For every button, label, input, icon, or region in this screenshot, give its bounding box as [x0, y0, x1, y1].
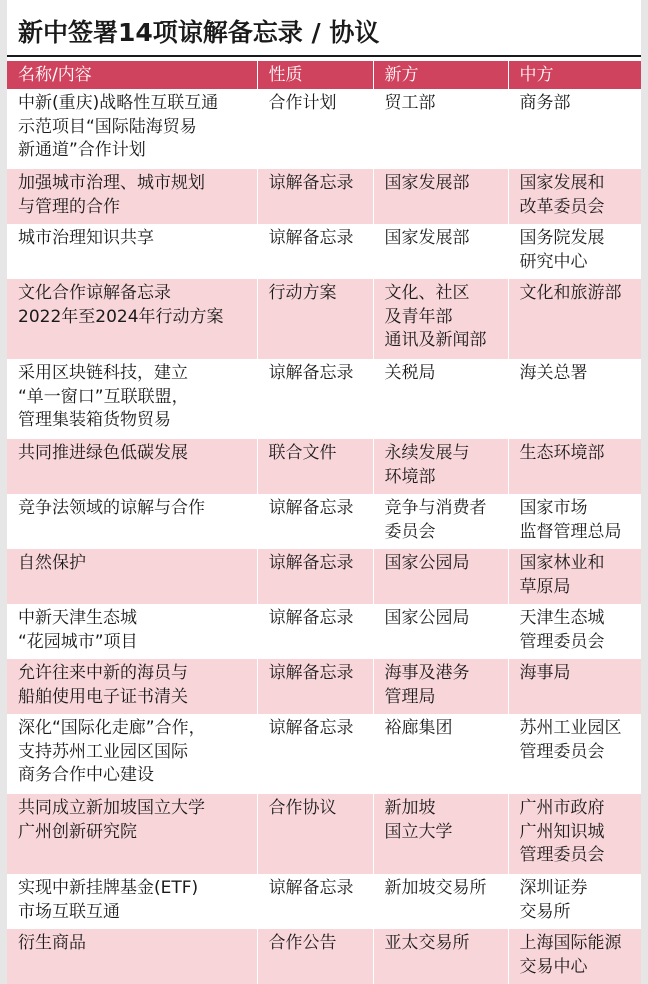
cell-nature: 谅解备忘录 [257, 714, 373, 794]
cell-singapore-side: 新加坡交易所 [373, 874, 508, 929]
cell-china-side: 上海国际能源 交易中心 [508, 929, 641, 984]
cell-singapore-side: 竞争与消费者 委员会 [373, 494, 508, 549]
agreements-table [7, 61, 641, 984]
cell-nature: 谅解备忘录 [257, 659, 373, 714]
table-row [7, 659, 641, 714]
cell-nature: 谅解备忘录 [257, 604, 373, 659]
table-header-row [7, 61, 641, 89]
cell-name: 共同推进绿色低碳发展 [7, 439, 257, 494]
table-row [7, 359, 641, 439]
cell-nature: 谅解备忘录 [257, 169, 373, 224]
table-row [7, 439, 641, 494]
cell-name: 加强城市治理、城市规划 与管理的合作 [7, 169, 257, 224]
cell-name: 采用区块链科技，建立 “单一窗口”互联联盟， 管理集装箱货物贸易 [7, 359, 257, 439]
header-name: 名称/内容 [7, 61, 257, 89]
table-row [7, 169, 641, 224]
cell-name: 衍生商品 [7, 929, 257, 984]
cell-singapore-side: 文化、社区 及青年部 通讯及新闻部 [373, 279, 508, 359]
cell-singapore-side: 新加坡 国立大学 [373, 794, 508, 874]
cell-china-side: 深圳证券 交易所 [508, 874, 641, 929]
cell-china-side: 国务院发展 研究中心 [508, 224, 641, 279]
cell-china-side: 苏州工业园区 管理委员会 [508, 714, 641, 794]
cell-china-side: 国家市场 监督管理总局 [508, 494, 641, 549]
cell-china-side: 天津生态城 管理委员会 [508, 604, 641, 659]
cell-china-side: 国家林业和 草原局 [508, 549, 641, 604]
table-row [7, 714, 641, 794]
cell-name: 允许往来中新的海员与 船舶使用电子证书清关 [7, 659, 257, 714]
cell-china-side: 国家发展和 改革委员会 [508, 169, 641, 224]
cell-nature: 合作计划 [257, 89, 373, 169]
cell-nature: 合作协议 [257, 794, 373, 874]
cell-singapore-side: 贸工部 [373, 89, 508, 169]
cell-singapore-side: 国家发展部 [373, 224, 508, 279]
cell-nature: 谅解备忘录 [257, 874, 373, 929]
page-title: 新中签署14项谅解备忘录 / 协议 [18, 18, 380, 47]
cell-name: 共同成立新加坡国立大学 广州创新研究院 [7, 794, 257, 874]
cell-china-side: 商务部 [508, 89, 641, 169]
title-divider [7, 55, 641, 57]
cell-name: 竞争法领域的谅解与合作 [7, 494, 257, 549]
page [7, 0, 641, 977]
cell-singapore-side: 关税局 [373, 359, 508, 439]
cell-singapore-side: 国家发展部 [373, 169, 508, 224]
header-china-side: 中方 [508, 61, 641, 89]
header-singapore-side: 新方 [373, 61, 508, 89]
cell-name: 自然保护 [7, 549, 257, 604]
cell-china-side: 文化和旅游部 [508, 279, 641, 359]
cell-singapore-side: 裕廊集团 [373, 714, 508, 794]
cell-china-side: 广州市政府 广州知识城 管理委员会 [508, 794, 641, 874]
header-nature: 性质 [257, 61, 373, 89]
cell-nature: 谅解备忘录 [257, 224, 373, 279]
cell-china-side: 海事局 [508, 659, 641, 714]
cell-nature: 谅解备忘录 [257, 494, 373, 549]
cell-nature: 联合文件 [257, 439, 373, 494]
cell-name: 文化合作谅解备忘录 2022年至2024年行动方案 [7, 279, 257, 359]
table-row [7, 604, 641, 659]
cell-singapore-side: 亚太交易所 [373, 929, 508, 984]
table-row [7, 929, 641, 984]
cell-singapore-side: 永续发展与 环境部 [373, 439, 508, 494]
table-row [7, 794, 641, 874]
table-row [7, 279, 641, 359]
cell-name: 城市治理知识共享 [7, 224, 257, 279]
cell-singapore-side: 国家公园局 [373, 549, 508, 604]
cell-name: 中新天津生态城 “花园城市”项目 [7, 604, 257, 659]
cell-nature: 谅解备忘录 [257, 359, 373, 439]
table-row [7, 224, 641, 279]
cell-name: 实现中新挂牌基金(ETF) 市场互联互通 [7, 874, 257, 929]
table-row [7, 89, 641, 169]
cell-singapore-side: 国家公园局 [373, 604, 508, 659]
table-row [7, 494, 641, 549]
cell-china-side: 海关总署 [508, 359, 641, 439]
cell-name: 深化“国际化走廊”合作， 支持苏州工业园区国际 商务合作中心建设 [7, 714, 257, 794]
table-row [7, 874, 641, 929]
cell-china-side: 生态环境部 [508, 439, 641, 494]
cell-name: 中新(重庆)战略性互联互通 示范项目“国际陆海贸易 新通道”合作计划 [7, 89, 257, 169]
cell-nature: 合作公告 [257, 929, 373, 984]
cell-nature: 行动方案 [257, 279, 373, 359]
cell-singapore-side: 海事及港务 管理局 [373, 659, 508, 714]
table-row [7, 549, 641, 604]
cell-nature: 谅解备忘录 [257, 549, 373, 604]
